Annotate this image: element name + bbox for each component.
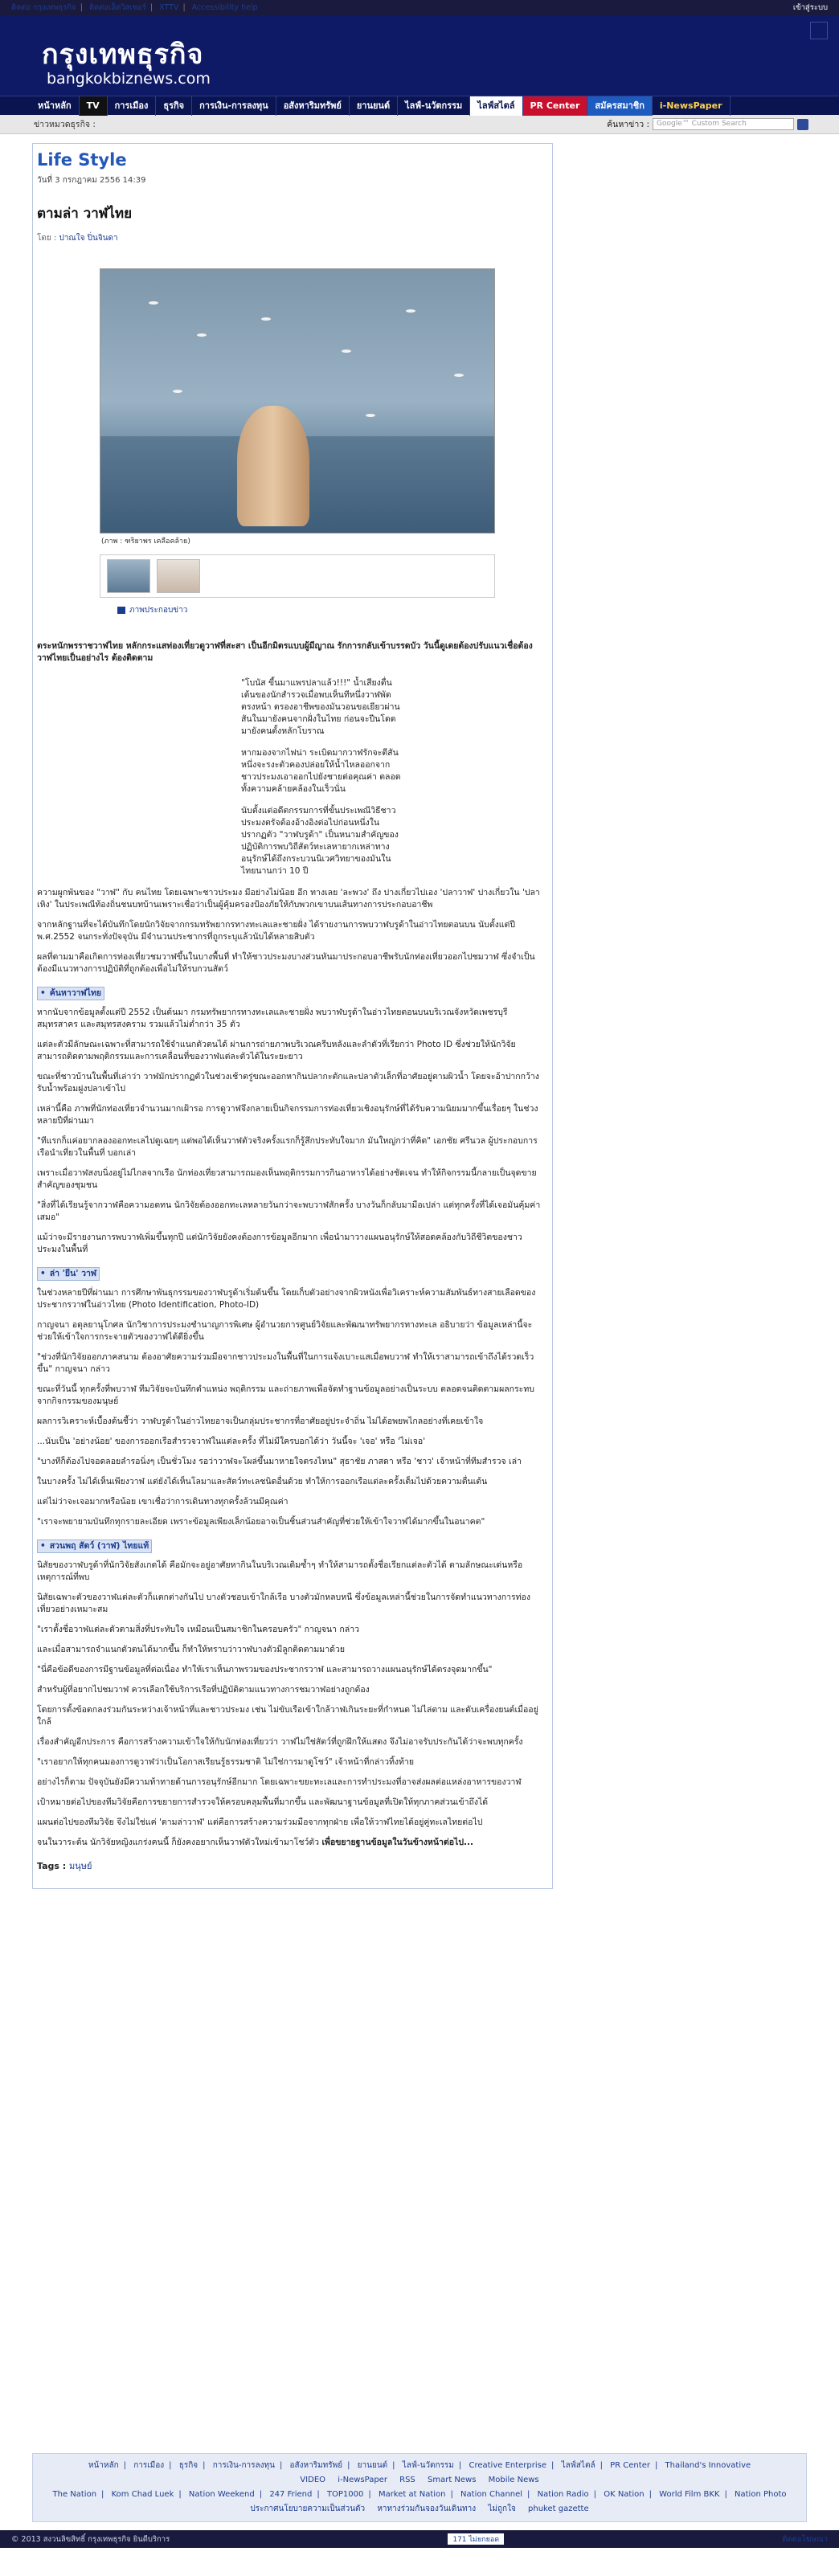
footer-link[interactable]: การเมือง [133,2461,165,2470]
footer-link[interactable]: World Film BKK [659,2490,720,2499]
nav-home[interactable]: หน้าหลัก [31,96,80,116]
tags-label: Tags : [37,1861,67,1871]
closing-paragraph [37,1837,543,1849]
article-quote: "โบนัส ขี้นมาแพรปลาแล้ว!!!" น้ำเสียงตื่นเต้นของนักสำรวจเมื่อพบเห็นทีหนึ่งวาฬพัดตรงหน้า ตรองอาชีพของมันวอนขอเยียวผ่านสันในมายังคนจากฝั่งในไทย ก่อนจะปีนโดดมายังคนตั้งหลักโบราณ [241,678,400,736]
paragraph: อย่างไรก็ตาม ปัจจุบันยังมีความท้าทายด้านการอนุรักษ์อีกมาก โดยเฉพาะขยะทะเลและการทำประมงที่อาจส่งผลต่อแหล่งอาหารของวาฬ [37,1777,522,1787]
paragraph: แผนต่อไปของทีมวิจัย จึงไม่ใช่แค่ 'ตามล่าวาฬ' แต่คือการสร้างความร่วมมือจากทุกฝ่าย เพื่อให้วาฬไทยได้อยู่คู่ทะเลไทยต่อไป [37,1818,483,1827]
footer-area [0,2453,839,2530]
footer-link[interactable]: Mobile News [488,2476,539,2484]
footer-link[interactable]: PR Center [610,2461,650,2470]
paragraph: "ช่วงที่นักวิจัยออกภาคสนาม ต้องอาศัยความร่วมมือจากชาวประมงในพื้นที่ในการแจ้งเบาะแสเมื่อพบวาฬ ทำให้เราสามารถเข้าถึงได้รวดเร็วขึ้น" กาญจนา กล่าว [37,1352,534,1374]
paragraph: นิสัยเฉพาะตัวของวาฬแต่ละตัวก็แตกต่างกันไป บางตัวชอบเข้าใกล้เรือ บางตัวมักหลบหนี ซึ่งข้อมูลเหล่านี้ช่วยในการจัดทำแนวทางการท่องเที่ยวอย่างเหมาะสม [37,1593,530,1614]
article-panel [32,143,553,1889]
article-date: วันที่ 3 กรกฎาคม 2556 14:39 [37,176,146,185]
photo-bird [406,309,415,313]
article-quote: หากมองจากไฟน่า ระเบิดมากวาฬรักจะตีสันหนึ่งจะรงะตัวคองปล่อยให้น้ำไหลออกจากชาวประมงเอาออกไปยังชายต่อคุณค่า ตลอดทั้งความคล้ายคล้องในเร็วนั่น [241,748,401,794]
nav-innovation[interactable]: ไลฟ์-นวัตกรรม [398,96,470,116]
paragraph: แต่ละตัวมีลักษณะเฉพาะที่สามารถใช้จำแนกตัวตนได้ ผ่านการถ่ายภาพบริเวณครีบหลังและลำตัวที่เรียกว่า Photo ID ซึ่งช่วยให้นักวิจัยสามารถติดตามพฤติกรรมและการเคลื่อนที่ของวาฬแต่ละตัวได้ในระยะยาว [37,1040,516,1061]
copyright: © 2013 สงวนลิขสิทธิ์ กรุงเทพธุรกิจ ยินดีบริการ [11,2534,170,2544]
section-title: Life Style [37,150,127,170]
nav-inewspaper[interactable]: i-NewsPaper [653,96,731,116]
closing-bold: เพื่อขยายฐานข้อมูลในวันข้างหน้าต่อไป... [321,1838,473,1847]
paragraph: "บางทีก็ต้องไปจอดลอยลำรอนิ่งๆ เป็นชั่วโมง รอว่าวาฬจะโผล่ขึ้นมาหายใจตรงไหน" สุธาชัย ภาสดา หรือ 'ชาว' เจ้าหน้าที่ทีมสำรวจ เล่า [37,1457,522,1466]
footer-link[interactable]: Nation Radio [537,2490,589,2499]
paragraph: นับตั้งแต่อดีตกรรมการที่ขั้นประเพณีวิธีชาวประมงตรัจต้องอ้างอิงต่อไปก่อนหนึ่งในปรากฏตัว "วาฬบรูด้า" เป็นหนามสำคัญของปฏิบัติการพบวิถีสัตว์ทะเลหายากเหล่าทางอนุรักษ์ได้ถึงกระบวนนิเวศวิทยาของมันในไทยนานกว่า 10 ปี [241,806,399,876]
footer-link[interactable]: The Nation [52,2490,97,2499]
paragraph: และเมื่อสามารถจำแนกตัวตนได้มากขึ้น ก็ทำให้ทราบว่าวาฬบางตัวมีลูกติดตามมาด้วย [37,1645,345,1654]
footer-link[interactable]: การเงิน-การลงทุน [212,2461,275,2470]
footer-link[interactable]: หาทางร่วมกันจองวันเดินทาง [377,2504,477,2513]
paragraph: ขณะที่ชาวบ้านในพื้นที่เล่าว่า วาฬมักปรากฏตัวในช่วงเช้าตรู่ขณะออกหากินปลากะตักและปลาตัวเล็กที่อาศัยอยู่ตามผิวน้ำ โดยจะอ้าปากกว้างรับน้ำพร้อมฝูงปลาเข้าไป [37,1072,539,1094]
footer-link[interactable]: OK Nation [604,2490,645,2499]
paragraph: จากหลักฐานที่จะได้บันทึกโดยนักวิจัยจากกรมทรัพยากรทางทะเลและชายฝั่ง ได้รายงานการพบวาฬบรูด้าในอ่าวไทยตอนบน นับตั้งแต่ปี พ.ศ.2552 จนกระทั่งปัจจุบัน มีจำนวนประชากรที่ถูกระบุแล้วนับได้หลายสิบตัว [37,920,516,942]
author-link[interactable]: ปาณใจ ปิ่นจินดา [59,234,118,243]
bottom-bar [0,2530,839,2548]
main-nav [0,96,839,115]
nav-finance[interactable]: การเงิน-การลงทุน [192,96,276,116]
visitor-counter: 171 ไม่ยกยอด [448,2533,504,2545]
footer-row-media [33,2473,806,2488]
page-body [0,143,839,2453]
search-area [607,117,808,131]
photo-bird [173,390,182,393]
thumbnail[interactable] [157,559,200,593]
paragraph: ...นับเป็น 'อย่างน้อย' ของการออกเรือสำรวจวาฬในแต่ละครั้ง ที่ไม่มีใครบอกได้ว่า วันนี้จะ 'เจอ' หรือ 'ไม่เจอ' [37,1437,426,1446]
advertise-link[interactable]: ติดต่อโฆษณา [782,2534,828,2544]
paragraph: "ทีแรกก็แค่อยากลองออกทะเลไปดูเฉยๆ แต่พอได้เห็นวาฬตัวจริงครั้งแรกก็รู้สึกประทับใจมาก มันใหญ่กว่าที่คิด" เอกชัย ศรีนวล ผู้ประกอบการเรือนำเที่ยวในพื้นที่ บอกเล่า [37,1136,538,1158]
photo-whale [237,406,309,526]
sub-nav [0,115,839,134]
nav-lifestyle[interactable]: ไลฟ์สไตล์ [470,96,522,116]
article-headline: ตามล่า วาฬไทย [37,206,133,222]
site-domain: bangkokbiznews.com [47,70,211,88]
footer-link[interactable]: อสังหาริมทรัพย์ [289,2461,343,2470]
footer-link[interactable]: VIDEO [300,2476,326,2484]
nav-tv[interactable]: TV [80,96,108,116]
subheading: • ค้นหาวาฬไทย [37,987,104,1000]
gallery-link[interactable] [117,604,543,616]
main-photo[interactable] [100,268,495,534]
footer-link[interactable]: ไม่ถูกใจ [488,2504,516,2513]
xttv-link[interactable]: XTTV [159,3,179,12]
login-link[interactable]: เข้าสู่ระบบ [792,3,828,12]
footer-link[interactable]: ไลฟ์สไตล์ [561,2461,595,2470]
category-label: ข่าวหมวดธุรกิจ : [34,120,96,129]
footer-link[interactable]: 247 Friend [269,2490,313,2499]
nav-subscribe[interactable]: สมัครสมาชิก [587,96,653,116]
photo-bird [149,301,158,305]
photo-thumbnails [100,554,495,598]
closing-text: จนในวาระต้น นักวิจัยหญิงแกร่งคนนี้ ก็ยังคงอยากเห็นวาฬตัวใหม่เข้ามาโชว์ตัว [37,1838,320,1847]
paragraph: โดยการตั้งข้อตกลงร่วมกันระหว่างเจ้าหน้าที่และชาวประมง เช่น ไม่ขับเรือเข้าใกล้วาฬเกินระยะที่กำหนด ไม่ไล่ตาม และดับเครื่องยนต์เมื่ออยู่ใกล้ [37,1705,538,1727]
camera-icon [117,607,125,614]
masthead [0,15,839,96]
footer-link[interactable]: ธุรกิจ [178,2461,198,2470]
paragraph: หากนับจากข้อมูลตั้งแต่ปี 2552 เป็นต้นมา กรมทรัพยากรทางทะเลและชายฝั่ง พบวาฬบรูด้าในอ่าวไทยตอนบนบริเวณจังหวัดเพชรบุรี สมุทรสาคร และสมุทรสงคราม รวมแล้วไม่ต่ำกว่า 35 ตัว [37,1008,508,1029]
site-logo[interactable]: กรุงเทพธุรกิจ [42,39,204,71]
photo-caption: (ภาพ : ฑริยาพร เคลือคล้าย) [101,538,190,546]
footer-row-sections: หน้าหลัก | การเมือง | ธุรกิจ | การเงิน-การลงทุน | อสังหาริมทรัพย์ | ยานยนต์ | ไลฟ์-นวัตกรรม | Creative Enterprise | ไลฟ์สไตล์ | PR Center | Thailand's Innovative [88,2461,751,2470]
paragraph: ความผูกพันของ "วาฬ" กับ คนไทย โดยเฉพาะชาวประมง มีอย่างไม่น้อย อีก ทางเลย 'ละพวง' ถึง ปางเกี่ยวไปเอง 'ปลาวาฬ' ปางเกี่ยวใน 'ปลาเหิง' ในประเพณีท้องถิ่นชนบทบ้านเพราะเชื่อว่าเป็นผู้คุ้มครองป้องภัยให้กับพวกเขาบนเส้นทางการประกอบอาชีพ [37,888,540,910]
contact-advisor-link[interactable]: ติดต่อเอ็ดวิสเซอร์ [88,3,146,12]
paragraph: แม้ว่าจะมีรายงานการพบวาฬเพิ่มขึ้นทุกปี แต่นักวิจัยยังคงต้องการข้อมูลอีกมาก เพื่อนำมาวางแผนอนุรักษ์ให้สอดคล้องกับวิถีชีวิตของชาวประมงในพื้นที่ [37,1233,522,1254]
byline [37,232,543,244]
nav-politics[interactable]: การเมือง [108,96,157,116]
tag-link[interactable]: มนุษย์ [69,1861,92,1871]
thumbnail[interactable] [107,559,150,593]
photo-bird [454,374,464,377]
paragraph: "นี่คือข้อดีของการมีฐานข้อมูลที่ต่อเนื่อง ทำให้เราเห็นภาพรวมของประชากรวาฬ และสามารถวางแผนอนุรักษ์ได้ตรงจุดมากขึ้น" [37,1665,493,1674]
footer-link[interactable]: Thailand's Innovative [665,2461,751,2470]
footer-link[interactable]: Market at Nation [378,2490,446,2499]
paragraph: ผลที่ตามมาคือเกิดการท่องเที่ยวชมวาฬขึ้นในบางพื้นที่ ทำให้ชาวประมงบางส่วนหันมาประกอบอาชีพรับนักท่องเที่ยวออกไปชมวาฬ ซึ่งจำเป็นต้องมีแนวทางการปฏิบัติที่ถูกต้องเพื่อไม่ให้รบกวนสัตว์ [37,952,535,974]
footer-link[interactable]: RSS [399,2476,415,2484]
search-label: ค้นหาข่าว : [607,120,649,129]
paragraph: เพราะเมื่อวาฬสงบนิ่งอยู่ไม่ไกลจากเรือ นักท่องเที่ยวสามารถมองเห็นพฤติกรรมการกินอาหารได้อย่างชัดเจน ทำให้กิจกรรมนี้กลายเป็นจุดขายสำคัญของชุมชน [37,1168,537,1190]
footer-link[interactable]: หน้าหลัก [88,2461,119,2470]
tags [37,1860,543,1872]
footer-link[interactable]: i-NewsPaper [338,2476,387,2484]
footer-link[interactable]: Nation Weekend [188,2490,255,2499]
paragraph: เป้าหมายต่อไปของทีมวิจัยคือการขยายการสำรวจให้ครอบคลุมพื้นที่มากขึ้น และพัฒนาฐานข้อมูลที่เปิดให้ทุกภาคส่วนเข้าถึงได้ [37,1797,489,1807]
contact-link[interactable]: ติดต่อ กรุงเทพธุรกิจ [11,3,76,12]
footer-link[interactable]: ยานยนต์ [357,2461,388,2470]
nav-pr-center[interactable]: PR Center [523,96,588,116]
footer-link[interactable]: TOP1000 [326,2490,364,2499]
article-lead: ตระหนักพรราชวาฬไทย หลักกระแสท่องเที่ยวดูวาฬที่สะสา เป็นอีกมิตรแบบผู้มีญาณ รักการกลับเข้าบรรดบัว วันนี้ดูเดยต้องปรับแนวเชื่อต้องวาฬไทยเป็นอย่างไร ต้องติดตาม [37,641,533,663]
paragraph: ขณะที่วันนี้ ทุกครั้งที่พบวาฬ ทีมวิจัยจะบันทึกตำแหน่ง พฤติกรรม และถ่ายภาพเพื่อจัดทำฐานข้อมูลอย่างเป็นระบบ ตลอดจนติดตามผลกระทบจากกิจกรรมของมนุษย์ [37,1384,534,1406]
nav-auto[interactable]: ยานยนต์ [350,96,398,116]
paragraph: ในช่วงหลายปีที่ผ่านมา การศึกษาพันธุกรรมของวาฬบรูด้าเริ่มต้นขึ้น โดยเก็บตัวอย่างจากผิวหนังเพื่อวิเคราะห์ความสัมพันธ์ทางสายเลือดของประชากรวาฬในอ่าวไทย (Photo Identification, Photo-ID) [37,1288,536,1310]
corner-badge [810,22,828,39]
photo-bird [366,414,375,417]
footer-link[interactable]: Creative Enterprise [469,2461,547,2470]
paragraph: กาญจนา อดุลยานุโกศล นักวิชาการประมงชำนาญการพิเศษ ผู้อำนวยการศูนย์วิจัยและพัฒนาทรัพยากรทางทะเล อธิบายว่า ข้อมูลเหล่านี้จะช่วยให้เข้าใจการกระจายตัวของวาฬได้ดียิ่งขึ้น [37,1320,533,1342]
footer-link[interactable]: ประกาศนโยบายความเป็นส่วนตัว [250,2504,366,2513]
footer-link[interactable]: Kom Chad Luek [111,2490,174,2499]
paragraph: "เราตั้งชื่อวาฬแต่ละตัวตามสิ่งที่ประทับใจ เหมือนเป็นสมาชิกในครอบครัว" กาญจนา กล่าว [37,1625,359,1634]
accessibility-link[interactable]: Accessibility help [191,3,258,12]
article-body [37,640,543,1872]
footer-row-misc [33,2502,806,2517]
subheading: • ล่า 'ยีน' วาฬ [37,1267,100,1281]
paragraph: "เราอยากให้ทุกคนมองการดูวาฬว่าเป็นโอกาสเรียนรู้ธรรมชาติ ไม่ใช่การมาดูโชว์" เจ้าหน้าที่กล่าวทิ้งท้าย [37,1757,415,1767]
paragraph: "สิ่งที่ได้เรียนรู้จากวาฬคือความอดทน นักวิจัยต้องออกทะเลหลายวันกว่าจะพบวาฬสักครั้ง บางวันก็กลับมามือเปล่า แต่ทุกครั้งที่ได้เจอมันคุ้มค่าเสมอ" [37,1200,541,1222]
top-links: ติดต่อ กรุงเทพธุรกิจ | ติดต่อเอ็ดวิสเซอร์ | XTTV | Accessibility help [11,3,258,12]
paragraph: เรื่องสำคัญอีกประการ คือการสร้างความเข้าใจให้กับนักท่องเที่ยวว่า วาฬไม่ใช่สัตว์ที่ถูกฝึกให้แสดง จึงไม่อาจรับประกันได้ว่าจะพบทุกครั้ง [37,1737,523,1747]
paragraph: "เราจะพยายามบันทึกทุกรายละเอียด เพราะข้อมูลเพียงเล็กน้อยอาจเป็นชิ้นส่วนสำคัญที่ช่วยให้เข้าใจวาฬได้มากขึ้นในอนาคต" [37,1517,485,1527]
footer-row-network: The Nation | Kom Chad Luek | Nation Weekend | 247 Friend | TOP1000 | Market at Nation | Nation Channel | Nation Radio | OK Nation | World Film BKK | Nation Photo [52,2490,787,2499]
footer-nav [32,2453,807,2522]
footer-link[interactable]: Nation Photo [735,2490,787,2499]
paragraph: นิสัยของวาฬบรูด้าที่นักวิจัยสังเกตได้ คือมักจะอยู่อาศัยหากินในบริเวณเดิมซ้ำๆ ทำให้สามารถตั้งชื่อเรียกแต่ละตัวได้ ตามลักษณะเด่นหรือเหตุการณ์ที่พบ [37,1560,523,1582]
photo-bird [342,350,351,353]
subheading: • สวนพฤ สัตว์ (วาฬ) ไทยแท้ [37,1539,152,1553]
search-button[interactable] [797,119,808,130]
paragraph: สำหรับผู้ที่อยากไปชมวาฬ ควรเลือกใช้บริการเรือที่ปฏิบัติตามแนวทางการชมวาฬอย่างถูกต้อง [37,1685,370,1695]
footer-link[interactable]: Smart News [427,2476,477,2484]
nav-business[interactable]: ธุรกิจ [156,96,192,116]
photo-bird [261,317,271,321]
byline-prefix: โดย : [37,234,57,243]
top-utility-bar [0,0,839,15]
footer-link[interactable]: phuket gazette [528,2504,589,2513]
footer-link[interactable]: Nation Channel [460,2490,523,2499]
paragraph: ในบางครั้ง ไม่ได้เห็นเพียงวาฬ แต่ยังได้เห็นโลมาและสัตว์ทะเลชนิดอื่นด้วย ทำให้การออกเรือแต่ละครั้งเต็มไปด้วยความตื่นเต้น [37,1477,488,1486]
paragraph: ผลการวิเคราะห์เบื้องต้นชี้ว่า วาฬบรูด้าในอ่าวไทยอาจเป็นกลุ่มประชากรที่อาศัยอยู่ประจำถิ่น ไม่ได้อพยพไกลอย่างที่เคยเข้าใจ [37,1417,484,1426]
gallery-link-label: ภาพประกอบข่าว [129,606,188,615]
footer-link[interactable]: ไลฟ์-นวัตกรรม [402,2461,454,2470]
photo-bird [197,333,207,337]
nav-property[interactable]: อสังหาริมทรัพย์ [276,96,350,116]
paragraph: เหล่านี้คือ ภาพที่นักท่องเที่ยวจำนวนมากเฝ้ารอ การดูวาฬจึงกลายเป็นกิจกรรมการท่องเที่ยวเชิงอนุรักษ์ที่ได้รับความนิยมมากขึ้นเรื่อยๆ ในช่วงหลายปีที่ผ่านมา [37,1104,538,1126]
search-input[interactable]: Google™ Custom Search [653,118,794,130]
paragraph: แต่ไม่ว่าจะเจอมากหรือน้อย เขาเชื่อว่าการเดินทางทุกครั้งล้วนมีคุณค่า [37,1497,289,1507]
